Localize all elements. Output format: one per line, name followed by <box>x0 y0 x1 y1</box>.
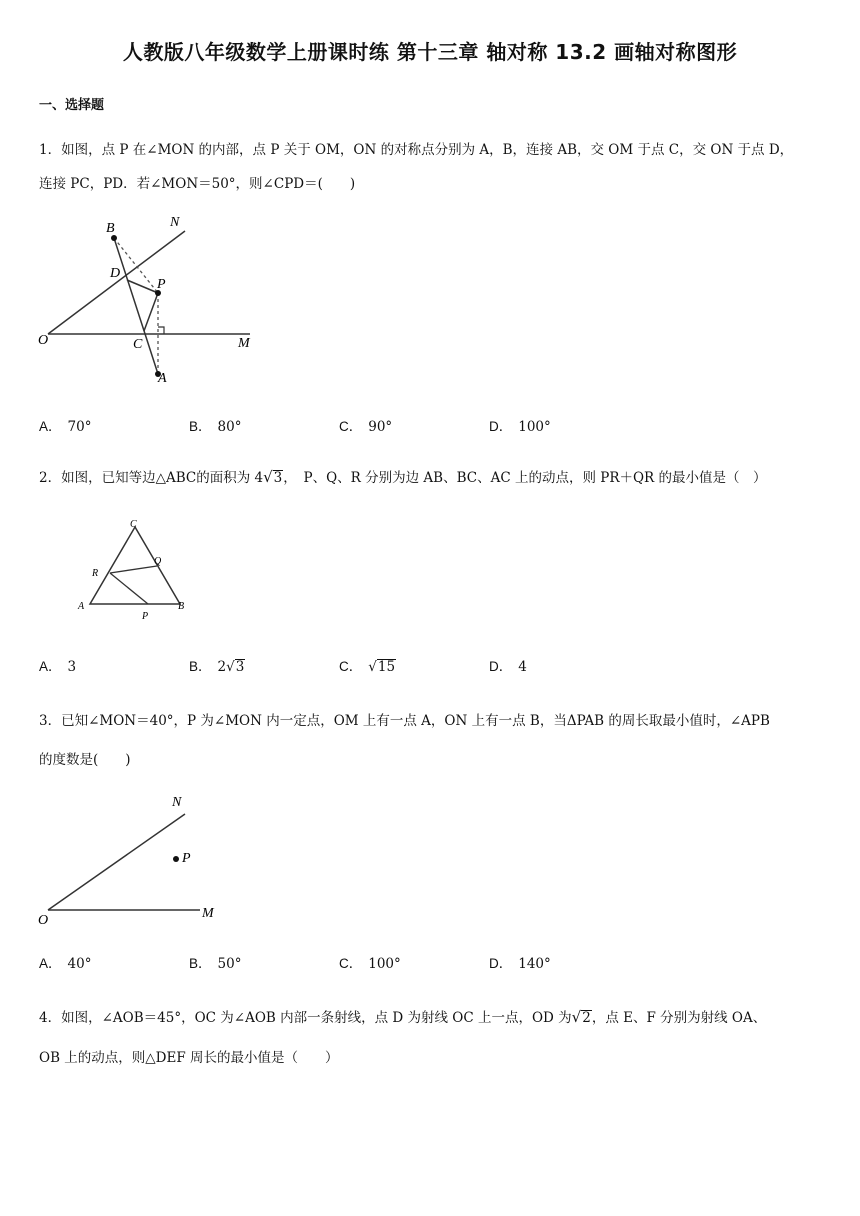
section-heading: 一、选择题 <box>39 98 105 113</box>
q2-text: 2．如图，已知等边△ABC的面积为 4√3， P、Q、R 分别为边 AB、BC、AC 上的动点，则 PR＋QR 的最小值是（ ） <box>39 468 767 486</box>
q1-dashed-bp <box>114 238 158 293</box>
q2-label-r: R <box>92 568 99 579</box>
q1-option-c[interactable]: C． 90° <box>339 419 393 435</box>
q3-figure <box>30 790 230 930</box>
q2-option-c[interactable]: C． √15 <box>339 659 396 675</box>
q2-option-d[interactable]: D． 4 <box>489 659 527 675</box>
q2-label-c: C <box>130 519 137 530</box>
q2-label-b: B <box>178 601 185 612</box>
q1-label-n: N <box>170 215 180 230</box>
q1-label-c: C <box>133 337 143 352</box>
q2-figure <box>70 518 200 628</box>
q1-label-d: D <box>110 266 121 281</box>
q2-option-a[interactable]: A． 3 <box>39 659 77 675</box>
q1-option-b[interactable]: B． 80° <box>189 419 242 435</box>
q2-label-p: P <box>142 611 149 622</box>
q2-option-b[interactable]: B． 2√3 <box>189 659 245 675</box>
q1-option-d[interactable]: D． 100° <box>489 419 551 435</box>
q1-text-line2: 连接 PC，PD．若∠MON＝50°，则∠CPD＝( ) <box>39 176 356 192</box>
q1-segment-ab <box>114 238 158 374</box>
q3-option-c[interactable]: C． 100° <box>339 956 401 972</box>
q1-option-a[interactable]: A． 70° <box>39 419 92 435</box>
q2-triangle-abc <box>90 527 180 604</box>
q1-right-angle-mark <box>158 327 164 334</box>
q3-label-n: N <box>172 795 182 810</box>
q1-figure <box>30 208 270 388</box>
q1-label-b: B <box>106 221 115 236</box>
q2-label-q: Q <box>154 556 162 567</box>
q3-option-a[interactable]: A． 40° <box>39 956 92 972</box>
q3-label-o: O <box>38 913 49 928</box>
q2-segment-rq <box>110 566 157 573</box>
q3-ray-on <box>48 814 185 910</box>
q3-option-d[interactable]: D． 140° <box>489 956 551 972</box>
q1-label-o: O <box>38 333 49 348</box>
q1-label-p: P <box>157 277 166 292</box>
q1-text-line1: 1．如图，点 P 在∠MON 的内部，点 P 关于 OM，ON 的对称点分别为 A，B，连接 AB，交 OM 于点 C，交 ON 于点 D， <box>39 142 794 158</box>
q4-text-line2: OB 上的动点，则△DEF 周长的最小值是（ ） <box>39 1050 339 1066</box>
q2-segment-rp <box>110 573 148 604</box>
q4-text-line1: 4．如图，∠AOB＝45°，OC 为∠AOB 内部一条射线，点 D 为射线 OC 上一点，OD 为√2，点 E、F 分别为射线 OA、 <box>39 1008 767 1026</box>
q3-label-m: M <box>202 906 214 921</box>
q1-segment-pc <box>144 293 158 331</box>
q3-point-p <box>173 856 179 862</box>
q3-option-b[interactable]: B． 50° <box>189 956 242 972</box>
q1-label-a: A <box>158 371 167 386</box>
q1-label-m: M <box>238 336 250 351</box>
q3-text-line1: 3．已知∠MON＝40°，P 为∠MON 内一定点，OM 上有一点 A，ON 上有一点 B，当ΔPAB 的周长取最小值时，∠APB <box>39 713 770 729</box>
q3-label-p: P <box>182 851 191 866</box>
q2-label-a: A <box>78 601 85 612</box>
q3-text-line2: 的度数是( ) <box>39 752 131 768</box>
page-title: 人教版八年级数学上册课时练 第十三章 轴对称 13.2 画轴对称图形 <box>122 40 738 64</box>
